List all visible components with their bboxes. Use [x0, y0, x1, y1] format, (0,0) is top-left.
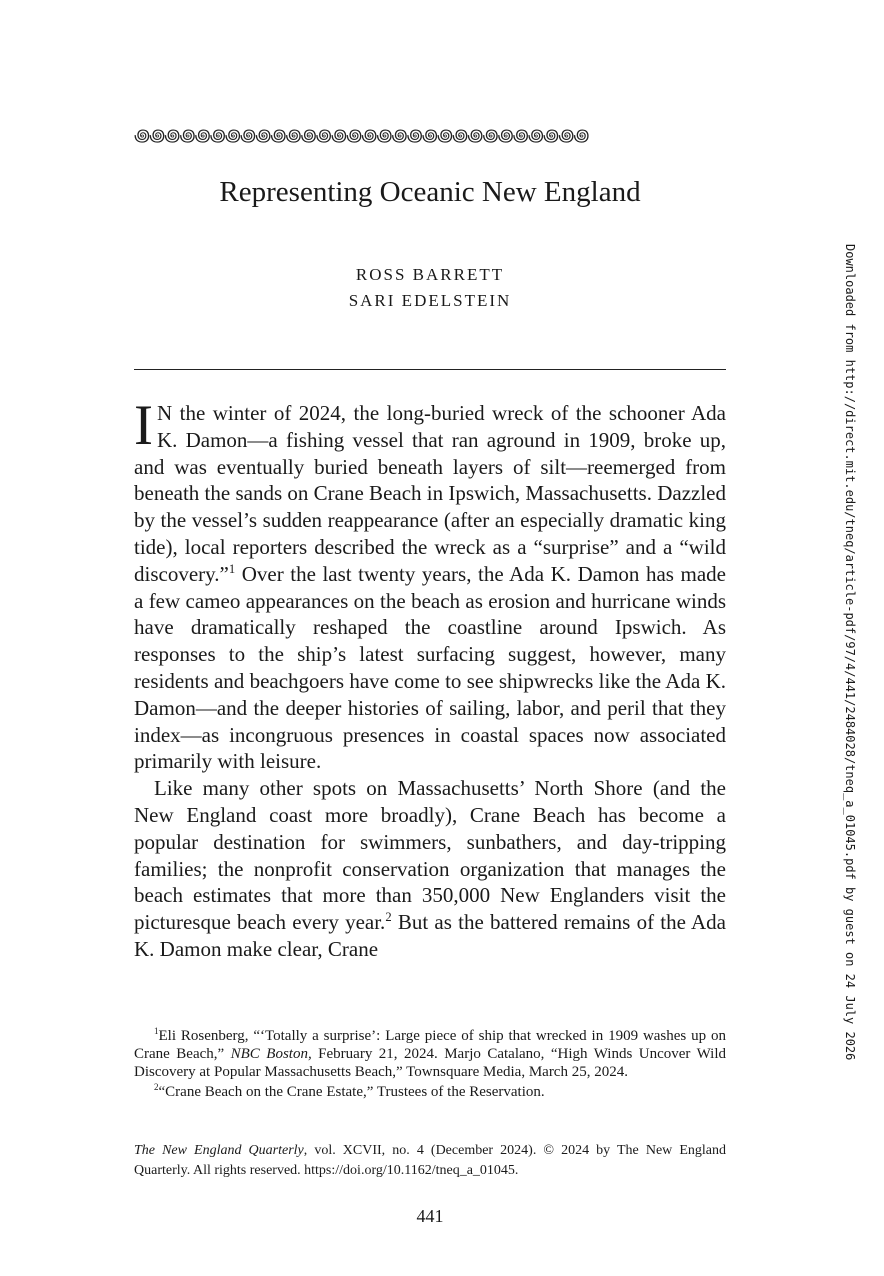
citation-text[interactable]: , vol. XCVII, no. 4 (December 2024). © 2024 by The New England Quarterly. All rights reserved. https://doi.org/10.1162/tneq_a_01045.: [134, 1143, 726, 1178]
author-name: ROSS BARRETT: [355, 265, 505, 284]
footnote: [134, 1027, 726, 1081]
article-title: Representing Oceanic New England: [219, 176, 641, 208]
paragraph-text: But as the battered remains of the Ada K. Damon make clear, Crane: [134, 910, 726, 961]
journal-name: The New England Quarterly: [134, 1143, 304, 1158]
section-divider: [134, 369, 726, 370]
paragraph: [134, 394, 726, 775]
article-body: [134, 394, 726, 963]
paragraph-text: Over the last twenty years, the Ada K. Damon has made a few cameo appearances on the beach as erosion and hurricane winds have dramatically reshaped the coastline around Ipswich. As responses to the ship’s latest surfacing suggest, however, many residents and beachgoers have come to see shipwrecks like the Ada K. Damon—and the deeper histories of sailing, labor, and peril that they index—as incongruous presences in coastal spaces now associated primarily with leisure.: [134, 561, 726, 774]
paragraph: [134, 775, 726, 963]
footnote-ref[interactable]: 2: [385, 910, 392, 925]
footnotes: [134, 1027, 726, 1103]
page-number: 441: [416, 1206, 444, 1226]
footnote-text: “Crane Beach on the Crane Estate,” Trustees of the Reservation.: [158, 1084, 545, 1100]
footnote-number: 1: [154, 1026, 159, 1036]
ornament-border: ꩜꩜꩜꩜꩜꩜꩜꩜꩜꩜꩜꩜꩜꩜꩜꩜꩜꩜꩜꩜꩜꩜꩜꩜꩜꩜꩜꩜꩜꩜: [134, 126, 589, 144]
footnote: [134, 1083, 726, 1101]
footnote-number: 2: [154, 1082, 159, 1092]
download-note: Downloaded from http://direct.mit.edu/tneq/article-pdf/97/4/441/2484028/tneq_a_01045.pdf by guest on 24 July 2026: [843, 244, 857, 1061]
footnote-source: NBC Boston,: [230, 1046, 312, 1062]
paragraph-text: Like many other spots on Massachusetts’ North Shore (and the New England coast more broadly), Crane Beach has become a popular destination for swimmers, sunbathers, and day-tripping families; the nonprofit conservation organization that manages the beach estimates that more than 350,000 New Englanders visit the picturesque beach every year.: [134, 776, 726, 935]
download-watermark: [835, 244, 865, 1094]
author-name: SARI EDELSTEIN: [348, 291, 512, 310]
footnote-ref[interactable]: 1: [228, 561, 236, 576]
author-list: [0, 262, 860, 314]
journal-citation: [134, 1141, 726, 1181]
paragraph-text: N the winter of 2024, the long-buried wreck of the schooner Ada K. Damon—a fishing vessel that ran aground in 1909, broke up, and was eventually buried beneath layers of silt—reemerged from beneath the sands on Crane Beach in Ipswich, Massachusetts. Dazzled by the vessel’s sudden reappearance (after an especially dramatic king tide), local reporters described the wreck as a “surprise” and a “wild discovery.”: [134, 401, 726, 586]
drop-cap: I: [134, 394, 153, 457]
footnote-text: February 21, 2024. Marjo Catalano, “High Winds Uncover Wild Discovery at Popular Massachusetts Beach,” Townsquare Media, March 25, 2024.: [134, 1046, 726, 1080]
footnote-text: Eli Rosenberg, “‘Totally a surprise’: Large piece of ship that wrecked in 1909 washes up on Crane Beach,”: [134, 1028, 726, 1062]
